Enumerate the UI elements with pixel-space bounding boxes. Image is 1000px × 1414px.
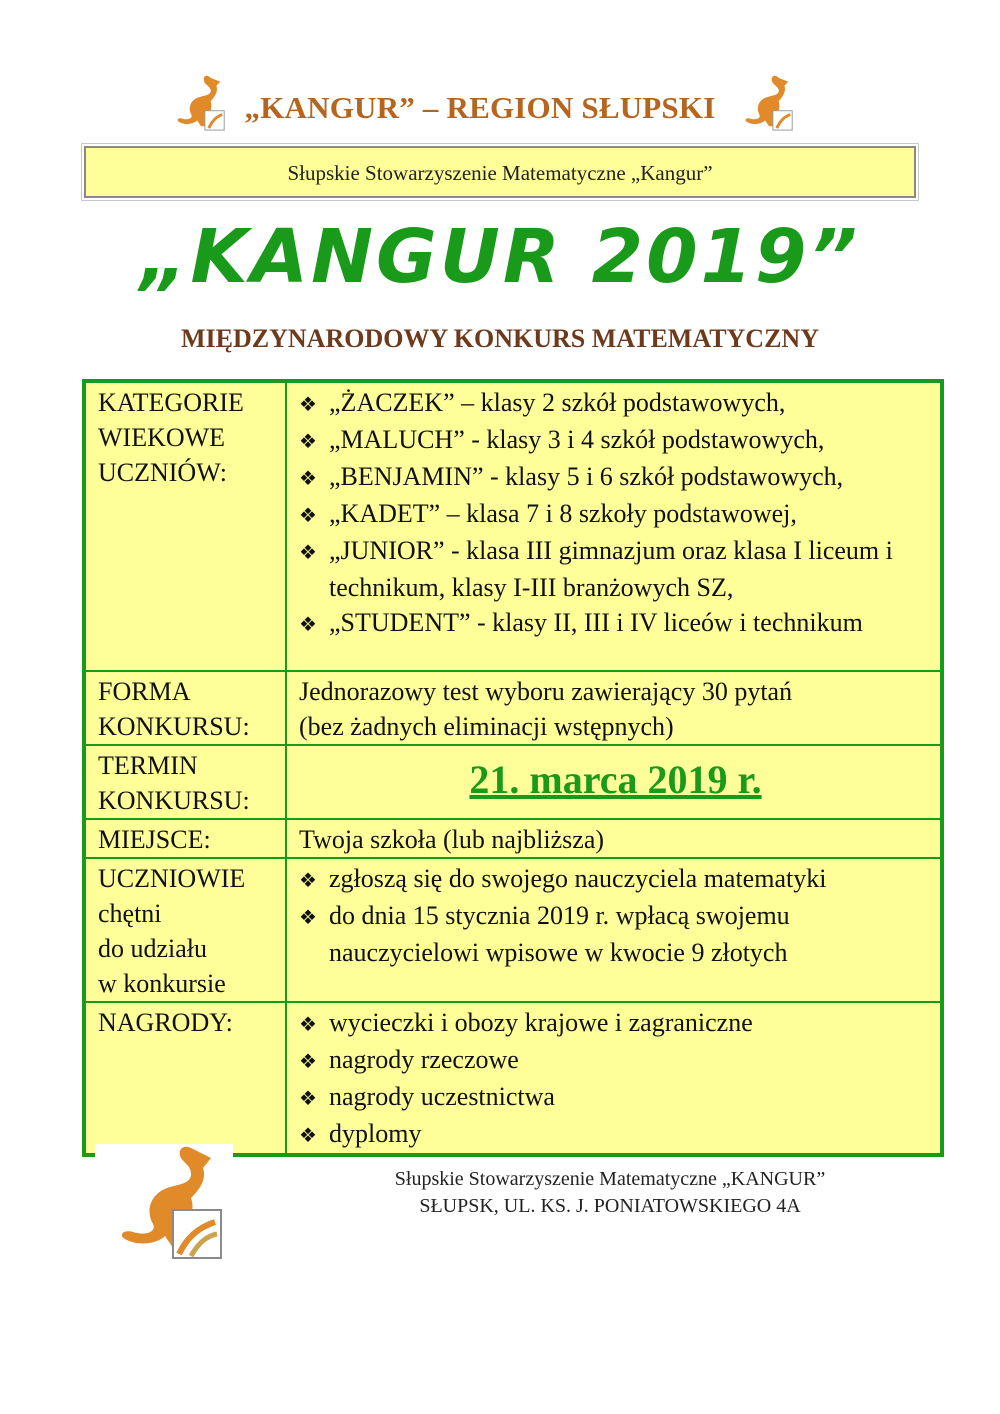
contest-title: „KANGUR 2019”	[139, 214, 861, 300]
table-row-date	[84, 745, 942, 819]
table-row-categories	[84, 381, 942, 671]
list-item: ❖ nagrody rzeczowe	[299, 1042, 932, 1079]
row-content: Twoja szkoła (lub najbliższa)	[286, 819, 942, 858]
kangaroo-logo-icon	[95, 1144, 233, 1272]
list-item: ❖ „STUDENT” - klasy II, III i IV liceów i technikum	[299, 605, 932, 642]
list-item: ❖ do dnia 15 stycznia 2019 r. wpłacą swojemu nauczycielowi wpisowe w kwocie 9 złotych	[299, 901, 790, 967]
list-item: ❖ „KADET” – klasa 7 i 8 szkoły podstawowej,	[299, 496, 932, 533]
row-content	[286, 745, 942, 819]
info-table	[82, 379, 944, 1157]
row-content: Jednorazowy test wyboru zawierający 30 pytań (bez żadnych eliminacji wstępnych)	[286, 671, 942, 745]
diamond-bullet-icon: ❖	[299, 612, 317, 636]
row-label: KATEGORIE WIEKOWE UCZNIÓW:	[84, 381, 286, 671]
diamond-bullet-icon: ❖	[299, 466, 317, 490]
table-row-prizes	[84, 1002, 942, 1155]
list-item: ❖ dyplomy	[299, 1116, 932, 1153]
row-label: FORMA KONKURSU:	[84, 671, 286, 745]
row-label: MIEJSCE:	[84, 819, 286, 858]
diamond-bullet-icon: ❖	[299, 1123, 317, 1147]
row-content	[286, 858, 942, 1002]
list-item: ❖ „MALUCH” - klasy 3 i 4 szkół podstawowych,	[299, 422, 932, 459]
table-row-place	[84, 819, 942, 858]
diamond-bullet-icon: ❖	[299, 868, 317, 892]
row-content	[286, 1002, 942, 1155]
diamond-bullet-icon: ❖	[299, 503, 317, 527]
list-item: ❖ zgłoszą się do swojego nauczyciela matematyki	[299, 861, 932, 898]
diamond-bullet-icon: ❖	[299, 1049, 317, 1073]
region-title: „KANGUR” – REGION SŁUPSKI	[244, 90, 716, 125]
contest-date: 21. marca 2019 r.	[469, 757, 762, 802]
kangaroo-logo-icon	[740, 72, 798, 134]
list-item: ❖ „JUNIOR” - klasa III gimnazjum oraz klasa I liceum i technikum, klasy I-III branżowych SZ,	[299, 536, 893, 602]
diamond-bullet-icon: ❖	[299, 1012, 317, 1036]
list-item: ❖ „ŻACZEK” – klasy 2 szkół podstawowych,	[299, 385, 932, 422]
row-content	[286, 381, 942, 671]
footer-street: SŁUPSK, UL. KS. J. PONIATOWSKIEGO 4A	[419, 1195, 801, 1217]
row-label: NAGRODY:	[84, 1002, 286, 1155]
footer-address	[300, 1166, 920, 1220]
table-row-students	[84, 858, 942, 1002]
list-item: ❖ „BENJAMIN” - klasy 5 i 6 szkół podstawowych,	[299, 459, 932, 496]
footer-association: Słupskie Stowarzyszenie Matematyczne „KANGUR”	[394, 1168, 826, 1190]
list-item: ❖ nagrody uczestnictwa	[299, 1079, 932, 1116]
diamond-bullet-icon: ❖	[299, 429, 317, 453]
header	[0, 72, 1000, 142]
diamond-bullet-icon: ❖	[299, 905, 317, 929]
diamond-bullet-icon: ❖	[299, 1086, 317, 1110]
diamond-bullet-icon: ❖	[299, 392, 317, 416]
row-label: UCZNIOWIE chętni do udziału w konkursie	[84, 858, 286, 1002]
table-row-form	[84, 671, 942, 745]
list-item: ❖ wycieczki i obozy krajowe i zagraniczne	[299, 1005, 932, 1042]
association-banner	[84, 146, 916, 198]
row-label: TERMIN KONKURSU:	[84, 745, 286, 819]
diamond-bullet-icon: ❖	[299, 540, 317, 564]
association-name: Słupskie Stowarzyszenie Matematyczne „Kangur”	[287, 161, 713, 185]
contest-subtitle: MIĘDZYNARODOWY KONKURS MATEMATYCZNY	[181, 324, 819, 353]
